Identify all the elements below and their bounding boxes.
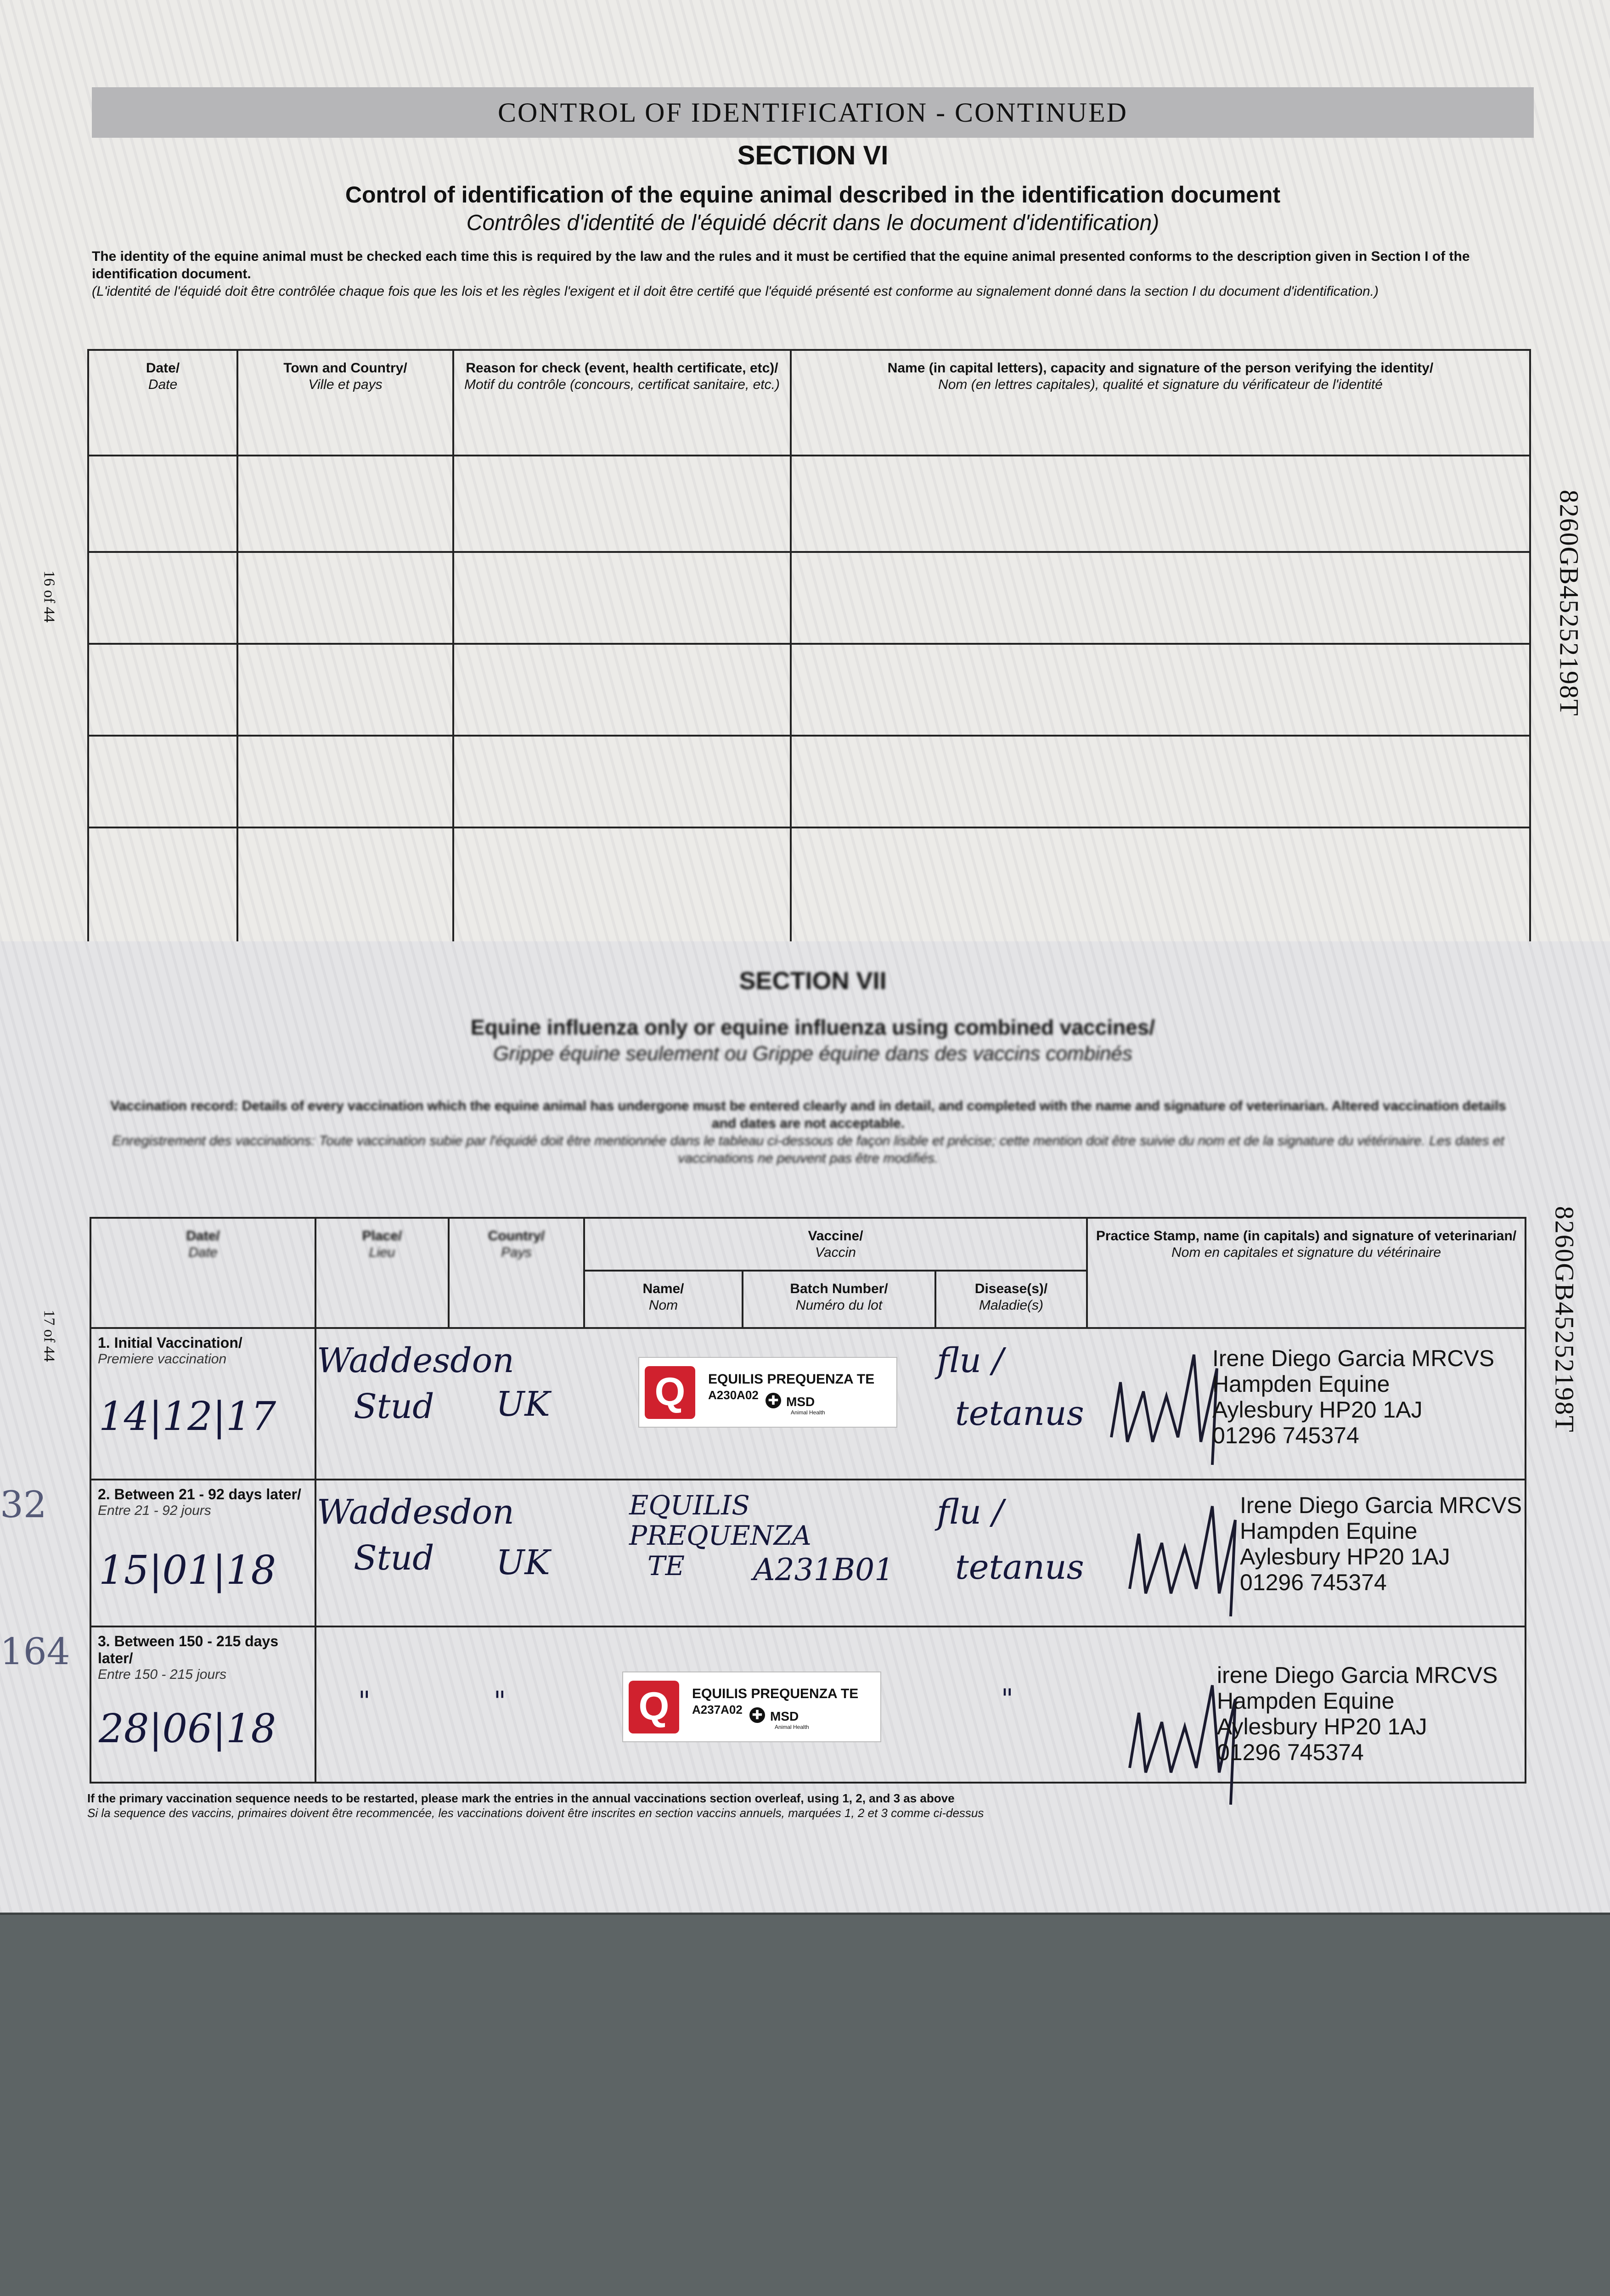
instruction-fr: (L'identité de l'équidé doit être contrôlée chaque fois que les lois et les règles l'exigent et il doit être certifé que l'équidé présenté est conforme au signalement donné dans la section I du document d'identification.) bbox=[92, 284, 1379, 299]
msd-logo-icon: ✚ bbox=[749, 1707, 765, 1723]
sticker-name: EQUILIS PREQUENZA TE bbox=[708, 1372, 875, 1387]
col-town-country: Town and Country/ Ville et pays bbox=[237, 350, 453, 456]
page-number: 16 of 44 bbox=[40, 570, 58, 623]
veterinarian-signature bbox=[1120, 1479, 1258, 1626]
section-vii-instructions bbox=[96, 1097, 1520, 1167]
table-row[interactable] bbox=[88, 736, 1530, 827]
row1-place-2: Stud bbox=[354, 1387, 434, 1426]
footnote bbox=[87, 1791, 1189, 1820]
msd-logo-icon: ✚ bbox=[766, 1393, 781, 1408]
row1-place: Waddesdon bbox=[317, 1341, 514, 1380]
sticker-brand: MSD bbox=[786, 1395, 815, 1409]
section-header-bar bbox=[92, 87, 1534, 138]
vet-stamp-2: Irene Diego Garcia MRCVS Hampden Equine Aylesbury HP20 1AJ 01296 745374 bbox=[1240, 1492, 1522, 1595]
col-batch-number: Batch Number/ Numéro du lot bbox=[743, 1271, 935, 1328]
stage-label-fr: Premiere vaccination bbox=[98, 1351, 227, 1367]
document-id: 8260GB45252198T bbox=[1554, 490, 1584, 717]
stage-label-fr: Entre 21 - 92 jours bbox=[98, 1503, 211, 1518]
footnote-en: If the primary vaccination sequence needs to be restarted, please mark the entries in the annual vaccinations section overleaf, using 1, 2, and 3 as above bbox=[87, 1791, 955, 1805]
sticker-brand-sub: Animal Health bbox=[775, 1724, 809, 1730]
stage-label: 1. Initial Vaccination/ bbox=[98, 1334, 242, 1351]
col-practice-stamp: Practice Stamp, name (in capitals) and signature of veterinarian/ Nom en capitales et signature du vétérinaire bbox=[1087, 1218, 1526, 1328]
sticker-brand: MSD bbox=[770, 1709, 799, 1723]
row1-country: UK bbox=[496, 1384, 550, 1424]
table-row[interactable] bbox=[88, 456, 1530, 552]
margin-note-1: 32 bbox=[0, 1483, 47, 1526]
footnote-fr: Si la sequence des vaccins, primaires doivent être recommencée, les vaccinations doivent être inscrites en section vaccins annuels, marquées 1, 2 et 3 comme ci-dessus bbox=[87, 1806, 984, 1820]
col-verifier: Name (in capital letters), capacity and signature of the person verifying the identity/ Nom (en lettres capitales), qualité et signature du vérificateur de l'identité bbox=[791, 350, 1530, 456]
sticker-brand-sub: Animal Health bbox=[791, 1409, 825, 1416]
col-date: Date/ Date bbox=[90, 1218, 315, 1328]
row3-date: 28|06|18 bbox=[99, 1706, 276, 1752]
row1-disease-2: tetanus bbox=[955, 1394, 1084, 1433]
q-logo-icon: Q bbox=[645, 1366, 695, 1419]
sticker-batch: A237A02 bbox=[692, 1703, 743, 1716]
vaccination-instruction-fr: Enregistrement des vaccinations: Toute vaccination subie par l'équidé doit être mentionnée dans le tableau ci-dessous de façon lisible et précise; cette mention doit être suivie du nom et de la signature du vétérinaire. Les dates et vaccinations ne peuvent pas être modifiés. bbox=[112, 1133, 1504, 1166]
table-row[interactable] bbox=[88, 644, 1530, 736]
col-disease: Disease(s)/ Maladie(s) bbox=[935, 1271, 1087, 1328]
row2-disease-2: tetanus bbox=[955, 1548, 1084, 1587]
col-place: Place/ Lieu bbox=[315, 1218, 449, 1328]
col-date: Date/ Date bbox=[88, 350, 237, 456]
document-id: 8260GB45252198T bbox=[1549, 1206, 1580, 1433]
section-vi-subtitle-en: Control of identification of the equine animal described in the identification document bbox=[345, 182, 1281, 208]
page-number: 17 of 44 bbox=[40, 1310, 58, 1362]
page-17 bbox=[0, 941, 1610, 1915]
sticker-name: EQUILIS PREQUENZA TE bbox=[692, 1686, 859, 1701]
row2-vaccine-name: EQUILIS PREQUENZA TE bbox=[629, 1490, 811, 1581]
identification-check-table bbox=[87, 349, 1531, 943]
vet-stamp-1: Irene Diego Garcia MRCVS Hampden Equine Aylesbury HP20 1AJ 01296 745374 bbox=[1212, 1345, 1495, 1448]
row1-date: 14|12|17 bbox=[99, 1394, 276, 1440]
section-vi-subtitle-fr: Contrôles d'identité de l'équidé décrit dans le document d'identification) bbox=[466, 211, 1160, 235]
row3-place-ditto: " bbox=[358, 1685, 371, 1716]
margin-note-2: 164 bbox=[0, 1630, 70, 1673]
vet-stamp-3: irene Diego Garcia MRCVS Hampden Equine Aylesbury HP20 1AJ 01296 745374 bbox=[1217, 1662, 1498, 1765]
row2-place-2: Stud bbox=[354, 1538, 434, 1578]
vaccination-instruction-en: Vaccination record: Details of every vaccination which the equine animal has undergone must be entered clearly and in detail, and completed with the name and signature of veterinarian. Altered vaccination details and dates are not acceptable. bbox=[110, 1098, 1506, 1131]
stage-label-fr: Entre 150 - 215 jours bbox=[98, 1667, 227, 1682]
col-vaccine: Vaccine/ Vaccin bbox=[584, 1218, 1087, 1271]
scanner-background bbox=[0, 1915, 1610, 2296]
header-title: CONTROL OF IDENTIFICATION - CONTINUED bbox=[498, 97, 1128, 128]
row1-disease: flu / bbox=[937, 1341, 1004, 1380]
row2-place: Waddesdon bbox=[317, 1492, 514, 1532]
row2-disease: flu / bbox=[937, 1492, 1004, 1532]
stage-label: 3. Between 150 - 215 days later/ bbox=[98, 1633, 279, 1666]
row3-disease-ditto: " bbox=[1001, 1683, 1013, 1714]
sticker-batch: A230A02 bbox=[708, 1388, 759, 1402]
col-reason: Reason for check (event, health certificate, etc)/ Motif du contrôle (concours, certificat sanitaire, etc.) bbox=[453, 350, 791, 456]
col-vaccine-name: Name/ Nom bbox=[584, 1271, 743, 1328]
section-vi-instructions bbox=[92, 248, 1506, 300]
vaccine-sticker-1 bbox=[638, 1357, 897, 1428]
row2-batch-number: A231B01 bbox=[753, 1552, 894, 1587]
stage-label: 2. Between 21 - 92 days later/ bbox=[98, 1486, 301, 1503]
row3-country-ditto: " bbox=[494, 1685, 506, 1716]
section-vi-title: SECTION VI bbox=[737, 141, 889, 170]
vaccine-sticker-3 bbox=[622, 1671, 881, 1742]
col-country: Country/ Pays bbox=[449, 1218, 584, 1328]
row2-country: UK bbox=[496, 1543, 550, 1582]
section-vii-title: SECTION VII bbox=[739, 967, 887, 995]
q-logo-icon: Q bbox=[629, 1681, 679, 1733]
instruction-en: The identity of the equine animal must be checked each time this is required by the law and the rules and it must be certified that the equine animal presented conforms to the description given in Section I of the identification document. bbox=[92, 249, 1470, 281]
section-vii-subtitle-fr: Grippe équine seulement ou Grippe équine dans des vaccins combinés bbox=[493, 1042, 1132, 1065]
table-row[interactable] bbox=[88, 827, 1530, 942]
page-16 bbox=[0, 0, 1610, 941]
section-vii-subtitle-en: Equine influenza only or equine influenza using combined vaccines/ bbox=[470, 1015, 1155, 1039]
table-row[interactable] bbox=[88, 552, 1530, 644]
row2-date: 15|01|18 bbox=[99, 1548, 276, 1593]
